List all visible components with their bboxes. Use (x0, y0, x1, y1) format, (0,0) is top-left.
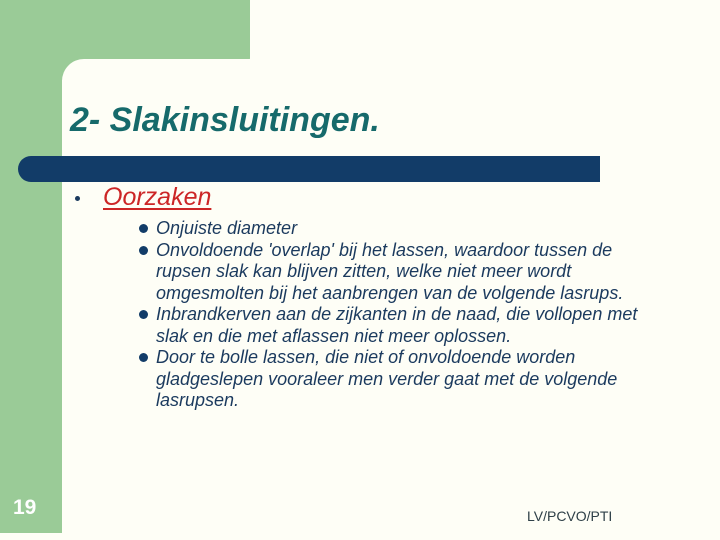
level2-bullet-icon (139, 246, 148, 255)
list-item-text: Inbrandkerven aan de zijkanten in de naad, die vollopen met slak en die met aflassen niet meer oplossen. (156, 304, 638, 346)
page-number: 19 (13, 496, 37, 519)
level2-bullet-icon (139, 224, 148, 233)
list-item (139, 347, 661, 412)
footer-text: LV/PCVO/PTI (527, 508, 613, 524)
sub-bullet-list (139, 218, 661, 412)
list-item-text: Onvoldoende 'overlap' bij het lassen, waardoor tussen de rupsen slak kan blijven zitten, welke niet meer wordt omgesmolten bij het aanbrengen van de volgende lasrups. (156, 239, 624, 303)
level1-bullet-icon (75, 196, 80, 201)
list-item (139, 240, 661, 305)
list-item-text: Onjuiste diameter (156, 218, 298, 238)
title-underline-bar (18, 156, 600, 182)
list-item (139, 218, 661, 240)
slide-title: 2- Slakinsluitingen. (70, 101, 380, 139)
level2-bullet-icon (139, 353, 148, 362)
list-item (139, 304, 661, 347)
heading-oorzaken: Oorzaken (103, 183, 212, 211)
heading-row (75, 183, 211, 212)
list-item-text: Door te bolle lassen, die niet of onvoldoende worden gladgeslepen vooraleer men verder gaat met de volgende lasrupsen. (156, 347, 618, 410)
level2-bullet-icon (139, 310, 148, 319)
